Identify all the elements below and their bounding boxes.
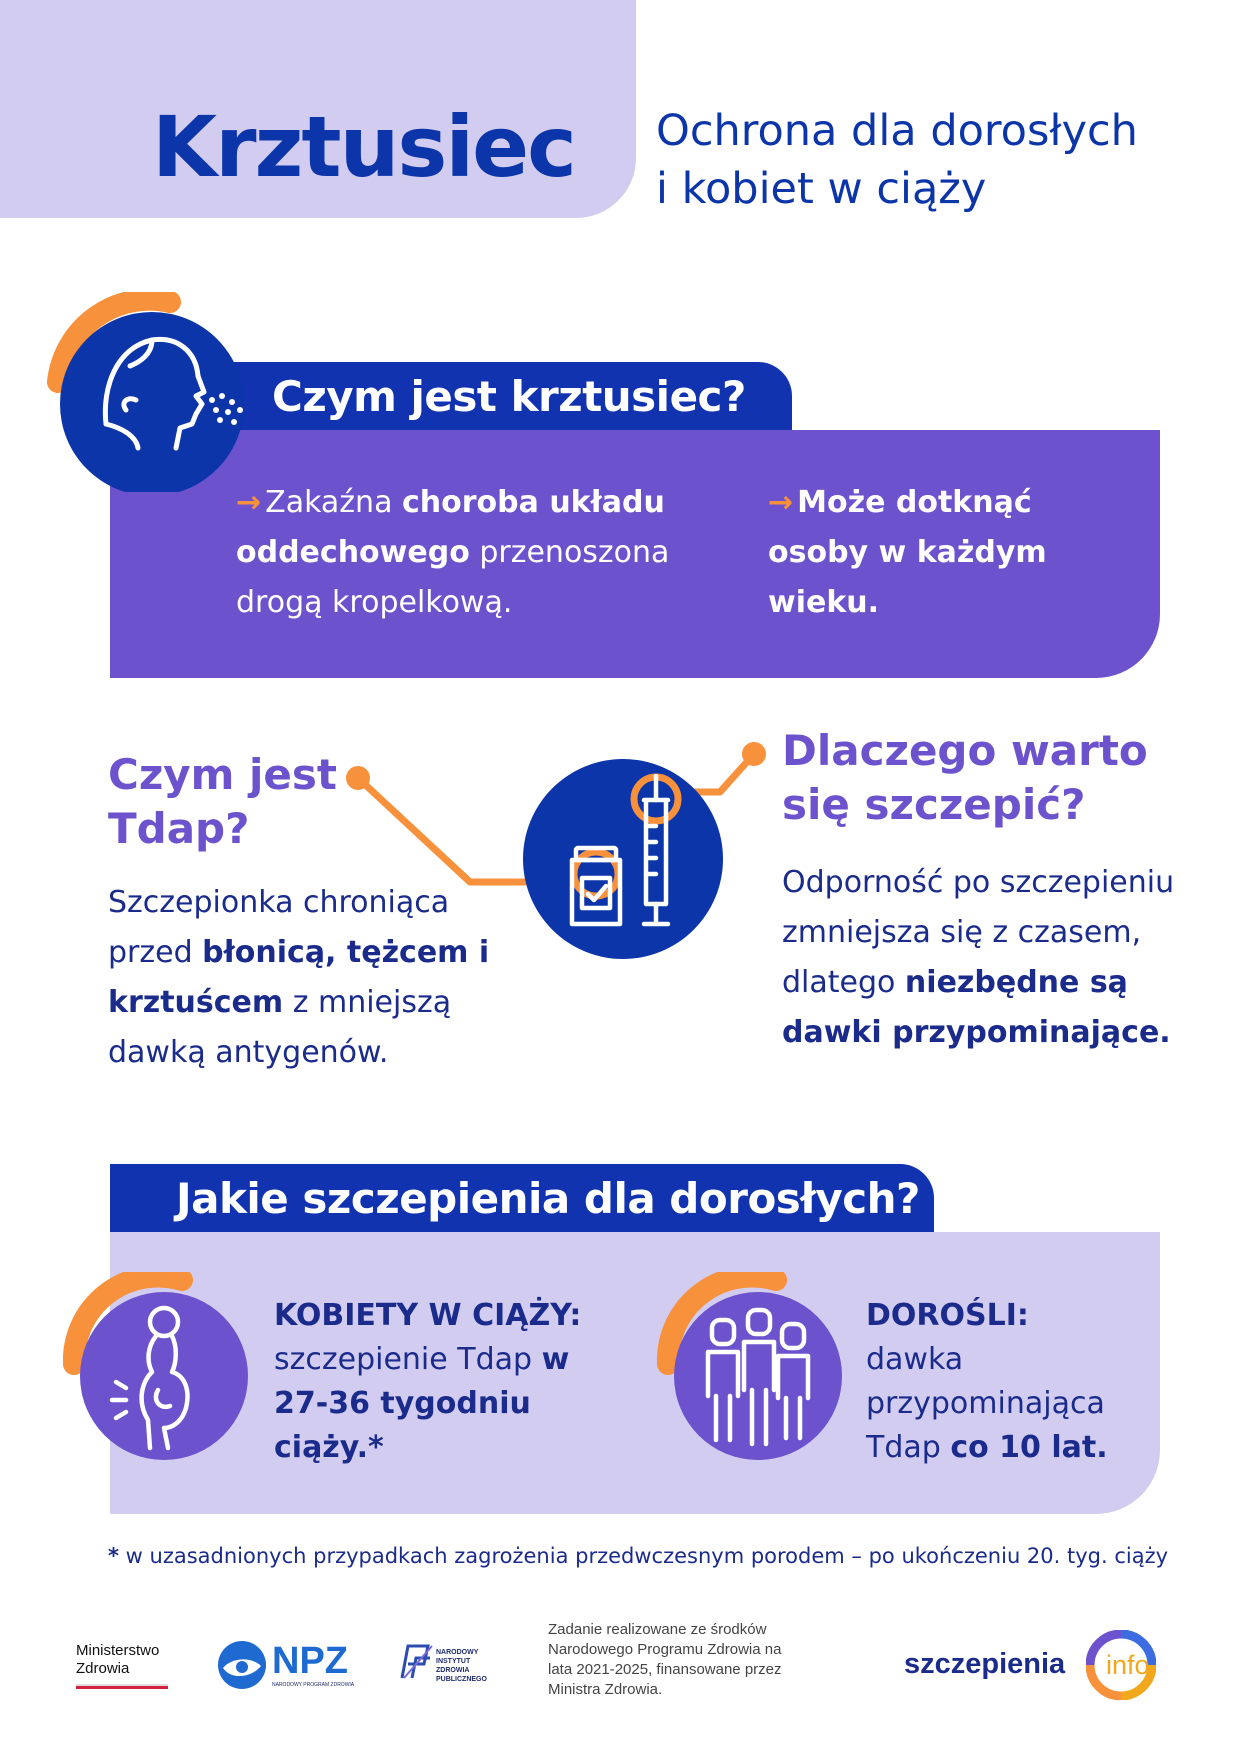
szczepienia-info-logo-suffix: info — [1106, 1650, 1150, 1680]
arrow-icon: → — [236, 485, 262, 520]
subtitle-line-2: i kobiet w ciąży — [656, 164, 987, 214]
pregnant-title: KOBIETY W CIĄŻY: — [274, 1298, 582, 1333]
ministry-logo-flag — [76, 1684, 168, 1689]
page-title: Krztusiec — [152, 98, 575, 196]
cough-icon — [40, 292, 260, 492]
nizp-logo-icon — [398, 1642, 434, 1682]
ministry-logo: Ministerstwo Zdrowia — [76, 1642, 160, 1677]
bullet-disease: → Zakaźna choroba układu oddechowego przenoszona drogą kropelkową. — [236, 485, 670, 620]
pregnant-woman-icon — [60, 1272, 260, 1472]
npz-logo-subtitle: NARODOWY PROGRAM ZDROWIA — [272, 1682, 355, 1688]
szczepienia-info-logo-text: szczepienia — [904, 1648, 1066, 1680]
npz-logo-text: NPZ — [272, 1640, 348, 1682]
nizp-logo-text: NARODOWY INSTYTUT ZDROWIA PUBLICZNEGO — [436, 1649, 487, 1683]
funding-note: Zadanie realizowane ze środków Narodowego Programu Zdrowia na lata 2021-2025, finansowane przez Ministra Zdrowia. — [548, 1621, 782, 1698]
bullet-any-age: → Może dotknąć osoby w każdym wieku. — [768, 485, 1047, 620]
tdap-text: Szczepionka chroniąca przed błonicą, tężcem i krztuścem z mniejszą dawką antygenów. — [108, 885, 490, 1070]
section-what-heading: Czym jest krztusiec? — [272, 372, 746, 421]
adults-text: DOROŚLI: dawka przypominająca Tdap co 10 lat. — [866, 1294, 1146, 1470]
pregnant-women-text: KOBIETY W CIĄŻY: szczepienie Tdap w 27-36 tygodniu ciąży.* — [274, 1294, 614, 1470]
tdap-heading: Czym jest Tdap? — [108, 750, 337, 853]
footnote: * w uzasadnionych przypadkach zagrożenia przedwczesnym porodem – po ukończeniu 20. tyg. ciąży — [108, 1544, 1169, 1568]
why-heading: Dlaczego warto się szczepić? — [782, 726, 1148, 829]
page-subtitle — [656, 102, 1216, 218]
section-vaccines-heading: Jakie szczepienia dla dorosłych? — [176, 1174, 920, 1223]
vaccine-icon — [520, 756, 726, 962]
adults-group-icon — [654, 1272, 854, 1472]
npz-logo-icon — [215, 1638, 269, 1692]
subtitle-line-1: Ochrona dla dorosłych — [656, 106, 1138, 156]
arrow-icon: → — [768, 485, 794, 520]
adults-title: DOROŚLI: — [866, 1298, 1029, 1333]
why-text: Odporność po szczepieniu zmniejsza się z czasem, dlatego niezbędne są dawki przypominające. — [782, 865, 1175, 1050]
